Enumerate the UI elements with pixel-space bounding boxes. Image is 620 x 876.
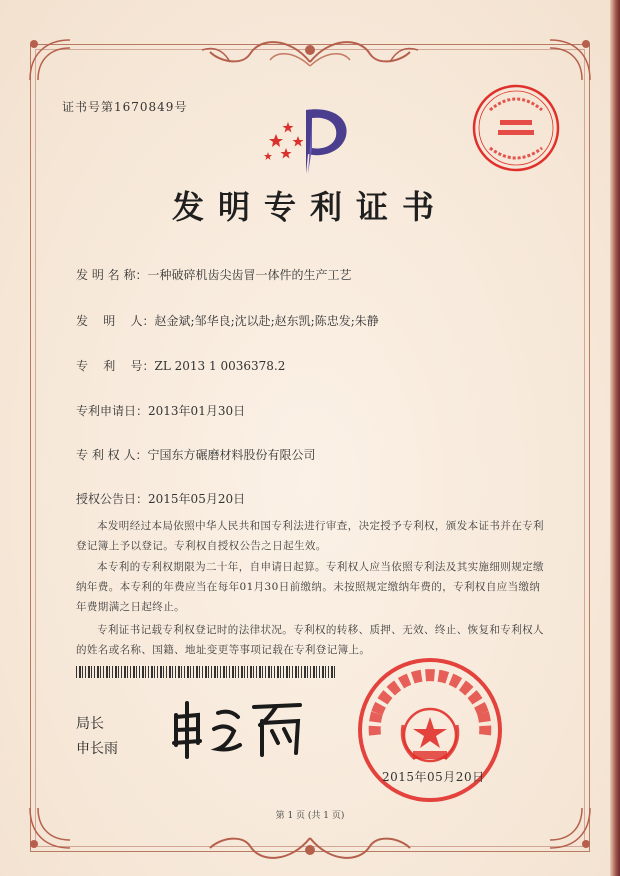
- patent-number-value: ZL 2013 1 0036378.2: [154, 359, 286, 373]
- corner-ornament-bottom-right-icon: [540, 798, 600, 858]
- patent-number-row: [76, 357, 285, 374]
- corner-ornament-top-left-icon: [20, 30, 80, 90]
- patentee-row: [76, 446, 315, 463]
- filing-date-value: 2013年01月30日: [148, 404, 246, 418]
- page-edge: [610, 0, 620, 876]
- corner-ornament-top-right-icon: [540, 30, 600, 90]
- corner-ornament-bottom-left-icon: [20, 798, 80, 858]
- page-number: 第 1 页 (共 1 页): [275, 811, 345, 821]
- inventor-row: [76, 312, 379, 329]
- barcode: [76, 666, 336, 678]
- certificate-title: 发明专利证书: [171, 188, 448, 226]
- inventor-value: 赵金斌;邹华良;沈以赴;赵东凯;陈忠发;朱静: [154, 314, 379, 328]
- patentee-label: 专 利 权 人：: [76, 448, 148, 462]
- inventor-label: 发 明 人：: [76, 314, 155, 328]
- patent-office-logo-icon: [262, 104, 358, 176]
- director-title: 局长: [76, 716, 104, 732]
- body-paragraph-1: 本发明经过本局依照中华人民共和国专利法进行审查，决定授予专利权，颁发本证书并在专利登记簿上予以登记。专利权自授权公告之日起生效。: [76, 520, 544, 552]
- top-ornament-icon: [190, 32, 430, 72]
- body-paragraph-2: 本专利的专利权期限为二十年，自申请日起算。专利权人应当依照专利法及其实施细则规定缴纳年费。本专利的年费应当在每年01月30日前缴纳。未按照规定缴纳年费的，专利权自应当缴纳年费期满之日起终止。: [76, 561, 544, 613]
- agency-seal-icon: [470, 82, 562, 174]
- invention-name-row: [76, 266, 351, 283]
- invention-name-label: 发 明 名 称：: [76, 268, 148, 282]
- grant-date-value: 2015年05月20日: [148, 492, 246, 506]
- filing-date-label: 专利申请日：: [76, 404, 149, 418]
- grant-date-row: [76, 490, 245, 507]
- bottom-ornament-icon: [190, 828, 430, 868]
- filing-date-row: [76, 402, 245, 419]
- invention-name-value: 一种破碎机齿尖齿冒一体件的生产工艺: [147, 268, 352, 282]
- patentee-value: 宁国东方碾磨材料股份有限公司: [147, 448, 316, 462]
- patent-number-label: 专 利 号：: [76, 359, 155, 373]
- certificate-number: 证书号第1670849号: [62, 100, 188, 114]
- grant-date-label: 授权公告日：: [76, 492, 149, 506]
- body-paragraph-3: 专利证书记载专利权登记时的法律状况。专利权的转移、质押、无效、终止、恢复和专利权人的姓名或名称、国籍、地址变更等事项记载在专利登记簿上。: [76, 624, 544, 656]
- director-name: 申长雨: [76, 741, 118, 757]
- director-signature-icon: [168, 695, 308, 765]
- issue-date: 2015年05月20日: [382, 770, 485, 784]
